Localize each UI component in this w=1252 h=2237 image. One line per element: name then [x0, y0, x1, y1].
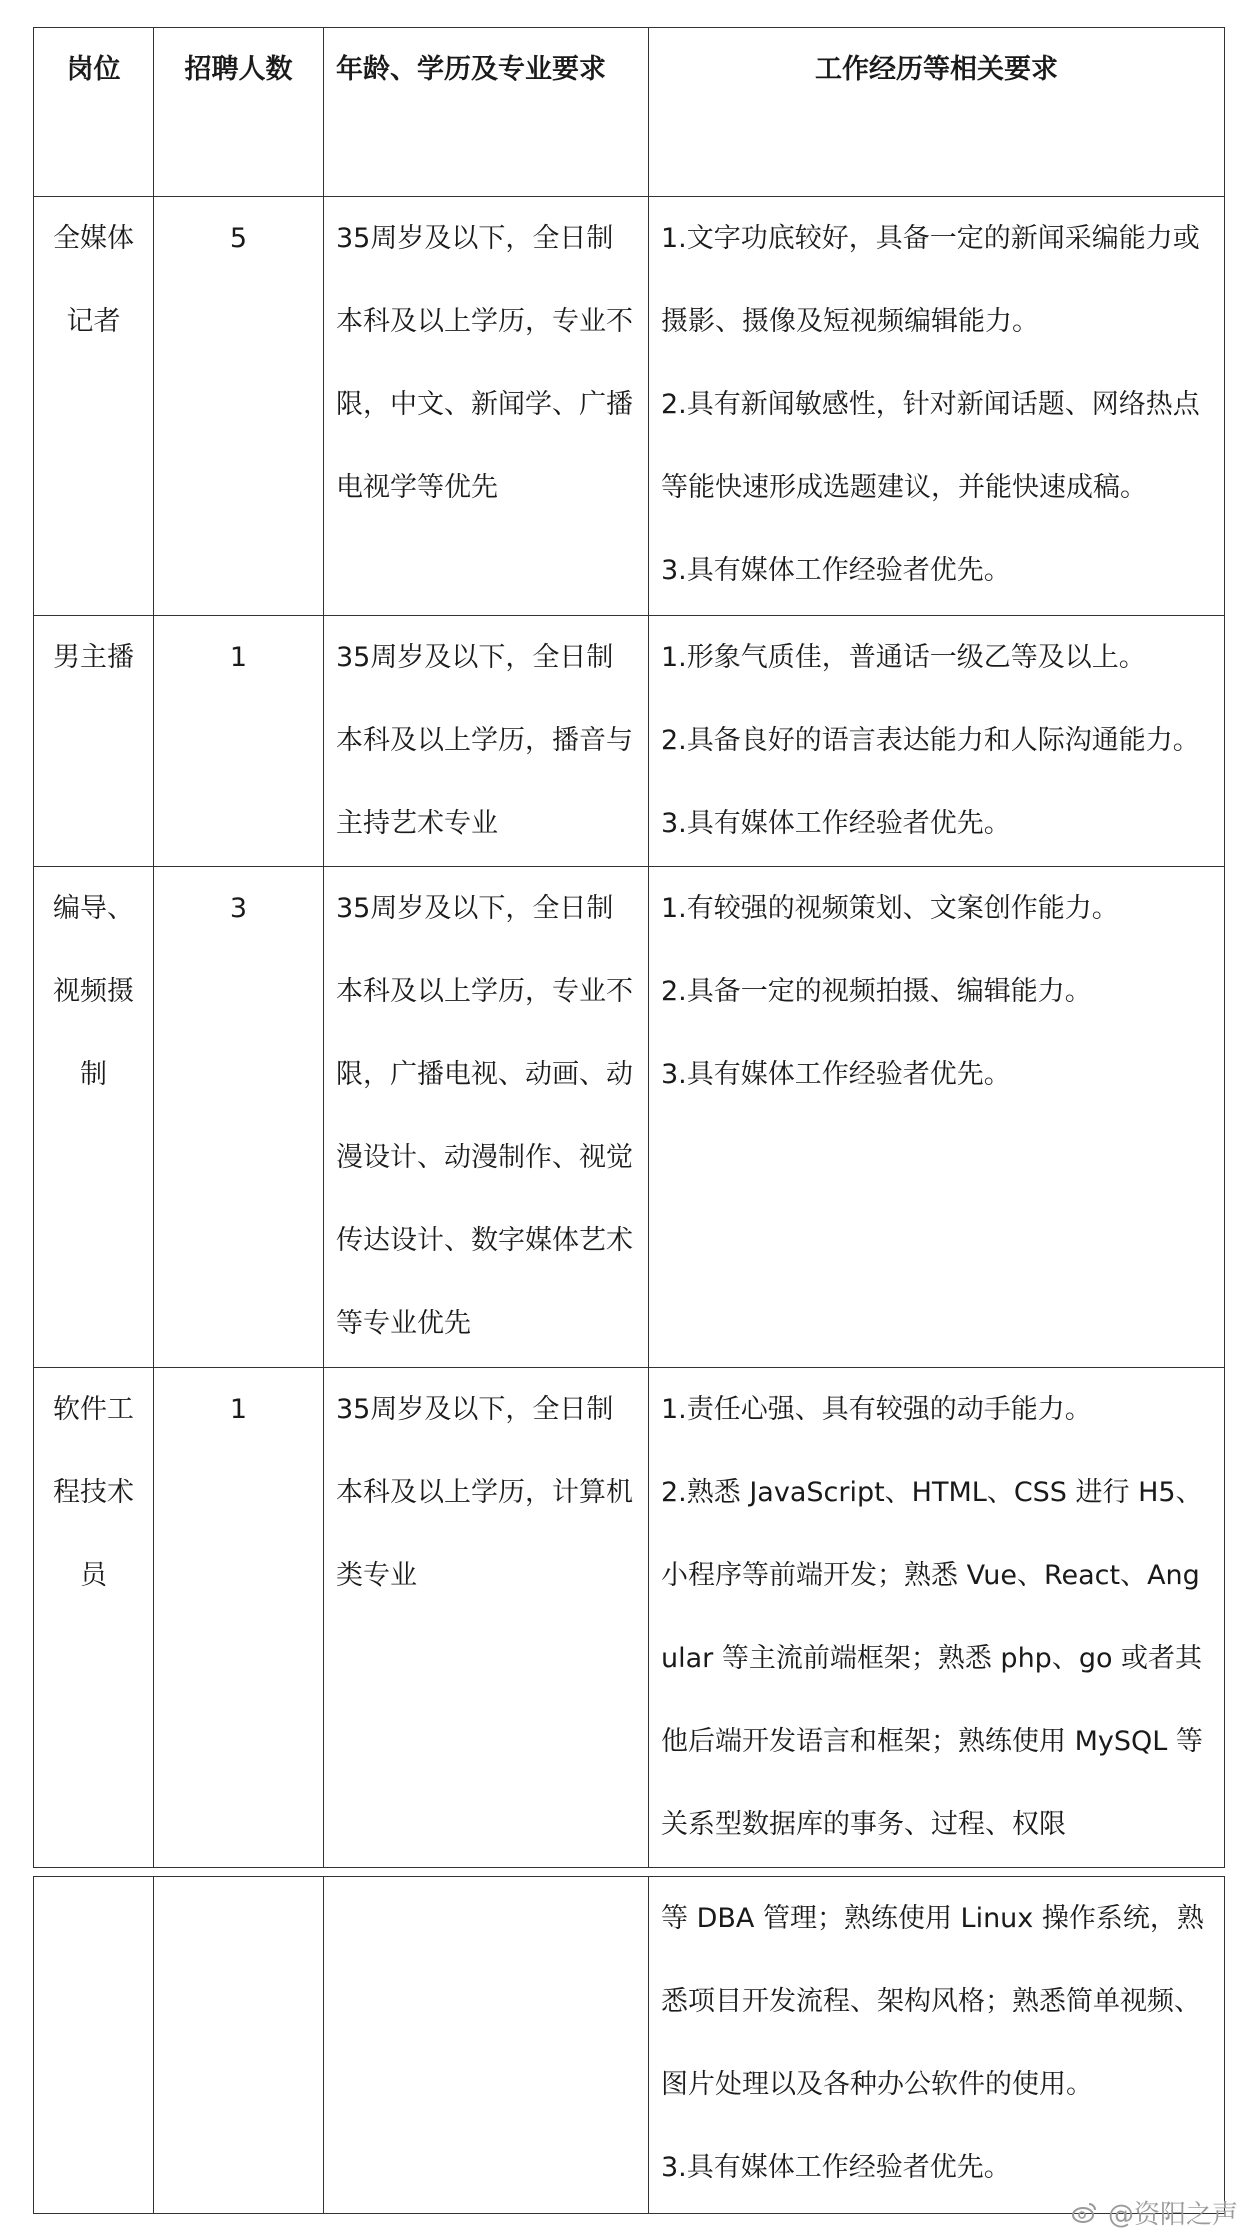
- cell-position: 软件工程技术员: [34, 1368, 154, 1868]
- cell-count: 1: [154, 1368, 324, 1868]
- cell-education: 35周岁及以下，全日制本科及以上学历，播音与主持艺术专业: [324, 616, 649, 867]
- cell-education: 35周岁及以下，全日制本科及以上学历，专业不限，中文、新闻学、广播电视学等优先: [324, 197, 649, 616]
- recruitment-table: [33, 27, 1225, 1868]
- header-position: 岗位: [34, 28, 154, 197]
- requirement-item: 3.具有媒体工作经验者优先。: [661, 555, 1011, 586]
- header-education: 年龄、学历及专业要求: [324, 28, 649, 197]
- requirement-item: 1.文字功底较好，具备一定的新闻采编能力或摄影、摄像及短视频编辑能力。: [661, 223, 1200, 337]
- header-count: 招聘人数: [154, 28, 324, 197]
- table-row: [34, 1877, 1225, 2214]
- weibo-icon: [1070, 2197, 1100, 2233]
- requirement-item: 2.具有新闻敏感性，针对新闻话题、网络热点等能快速形成选题建议，并能快速成稿。: [661, 389, 1200, 503]
- cell-requirements: [649, 197, 1225, 616]
- recruitment-table-continuation: [33, 1876, 1225, 2214]
- table-row: [34, 1368, 1225, 1868]
- watermark-text: @资阳之声: [1107, 2200, 1238, 2230]
- table-header-row: [34, 28, 1225, 197]
- cell-position: 男主播: [34, 616, 154, 867]
- cell-count: 3: [154, 867, 324, 1368]
- requirement-item: 1.责任心强、具有较强的动手能力。: [661, 1394, 1092, 1425]
- cell-position: 编导、视频摄制: [34, 867, 154, 1368]
- cell-education: 35周岁及以下，全日制本科及以上学历，专业不限，广播电视、动画、动漫设计、动漫制作、视觉传达设计、数字媒体艺术等专业优先: [324, 867, 649, 1368]
- requirement-item: 1.有较强的视频策划、文案创作能力。: [661, 893, 1119, 924]
- cell-count-empty: [154, 1877, 324, 2214]
- table-row: [34, 616, 1225, 867]
- table-row: [34, 197, 1225, 616]
- requirement-item: 3.具有媒体工作经验者优先。: [661, 2152, 1011, 2183]
- cell-count: 1: [154, 616, 324, 867]
- cell-education-empty: [324, 1877, 649, 2214]
- requirement-item: 2.具备良好的语言表达能力和人际沟通能力。: [661, 725, 1200, 756]
- requirement-item: 2.熟悉 JavaScript、HTML、CSS 进行 H5、小程序等前端开发；熟悉 Vue、React、Angular 等主流前端框架；熟悉 php、go 或者其他后端开发语言和框架；熟练使用 MySQL 等关系型数据库的事务、过程、权限: [661, 1477, 1203, 1840]
- header-requirements: 工作经历等相关要求: [649, 28, 1225, 197]
- cell-position-empty: [34, 1877, 154, 2214]
- requirement-item: 3.具有媒体工作经验者优先。: [661, 1059, 1011, 1090]
- cell-requirements: [649, 867, 1225, 1368]
- requirement-item: 2.具备一定的视频拍摄、编辑能力。: [661, 976, 1092, 1007]
- cell-education: 35周岁及以下，全日制本科及以上学历，计算机类专业: [324, 1368, 649, 1868]
- cell-requirements: [649, 616, 1225, 867]
- requirement-item: 1.形象气质佳，普通话一级乙等及以上。: [661, 642, 1146, 673]
- watermark: [1070, 2197, 1238, 2233]
- cell-requirements: [649, 1877, 1225, 2214]
- cell-count: 5: [154, 197, 324, 616]
- table-row: [34, 867, 1225, 1368]
- requirement-item: 等 DBA 管理；熟练使用 Linux 操作系统，熟悉项目开发流程、架构风格；熟悉简单视频、图片处理以及各种办公软件的使用。: [661, 1903, 1204, 2100]
- requirement-item: 3.具有媒体工作经验者优先。: [661, 808, 1011, 839]
- cell-requirements: [649, 1368, 1225, 1868]
- cell-position: 全媒体记者: [34, 197, 154, 616]
